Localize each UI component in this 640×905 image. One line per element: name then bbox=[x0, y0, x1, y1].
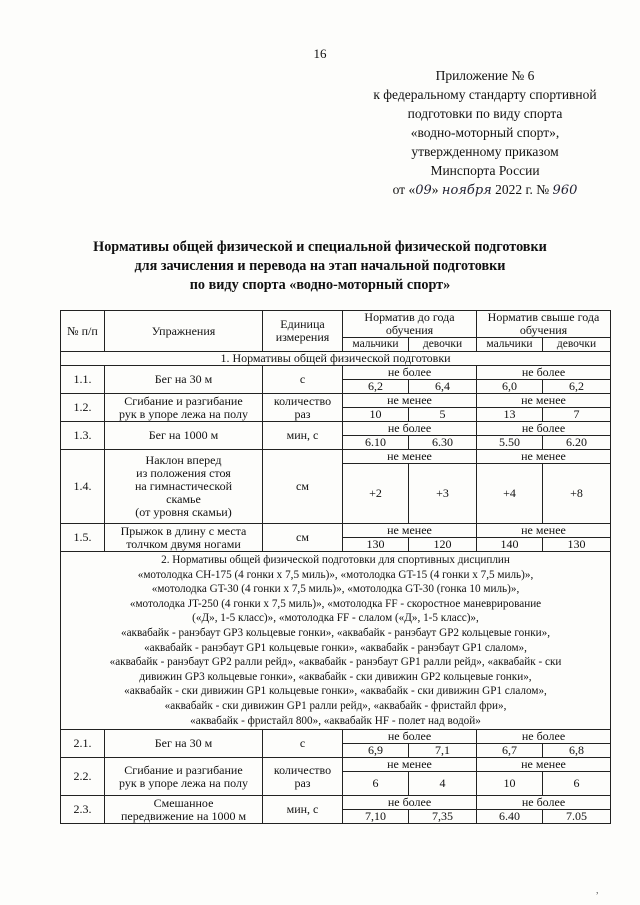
value-boys-before: 7,10 bbox=[343, 810, 409, 824]
row-number: 2.2. bbox=[61, 758, 105, 796]
header-girls: девочки bbox=[409, 338, 477, 352]
exercise-name bbox=[105, 450, 263, 524]
exercise-line: Бег на 1000 м bbox=[148, 428, 219, 442]
appendix-line: к федеральному стандарту спортивной bbox=[373, 87, 597, 102]
exercise-line: Сгибание и разгибание bbox=[124, 393, 243, 408]
exercise-line: Бег на 30 м bbox=[154, 736, 213, 751]
unit: мин, с bbox=[263, 796, 343, 824]
value-boys-after: 6.40 bbox=[477, 810, 543, 824]
norms-table bbox=[60, 310, 611, 824]
title-line: по виду спорта «водно-моторный спорт» bbox=[189, 277, 451, 293]
appendix-line: утвержденному приказом bbox=[411, 144, 559, 159]
header-boys: мальчики bbox=[343, 338, 409, 352]
condition-after: не менее bbox=[477, 394, 611, 408]
unit: с bbox=[263, 730, 343, 758]
order-date-line bbox=[345, 180, 625, 200]
value-girls-before: 6.30 bbox=[409, 436, 477, 450]
condition-after: не более bbox=[477, 422, 611, 436]
exercise-line: толчком двумя ногами bbox=[126, 536, 241, 551]
section-2-header bbox=[61, 552, 611, 730]
table-row bbox=[61, 758, 611, 772]
row-number: 1.1. bbox=[61, 366, 105, 394]
order-month: ноября bbox=[441, 183, 492, 198]
exercise-line: из положения стоя bbox=[136, 466, 231, 480]
unit: см bbox=[263, 450, 343, 524]
table-row bbox=[61, 450, 611, 464]
condition-after: не менее bbox=[477, 524, 611, 538]
section-2-line: «мотолодка GT-30 (4 гонки х 7,5 миль)», «мотолодка GT-30 (гонка 10 миль)», bbox=[151, 583, 520, 596]
exercise-name bbox=[105, 758, 263, 796]
value-girls-after: 7 bbox=[543, 408, 611, 422]
value-boys-before: +2 bbox=[343, 464, 409, 524]
row-number: 1.4. bbox=[61, 450, 105, 524]
value-boys-before: 6,9 bbox=[343, 744, 409, 758]
header-exercise: Упражнения bbox=[105, 311, 263, 352]
table-row bbox=[61, 422, 611, 436]
exercise-line: Смешанное bbox=[153, 795, 214, 810]
row-number: 2.1. bbox=[61, 730, 105, 758]
corner-mark: , bbox=[596, 885, 599, 896]
value-boys-before: 130 bbox=[343, 538, 409, 552]
section-2-line: «мотолодка СН-175 (4 гонки х 7,5 миль)», «мотолодка GT-15 (4 гонки х 7,5 миль)», bbox=[137, 568, 534, 581]
exercise-name bbox=[105, 730, 263, 758]
section-2-line: дивижин GP3 кольцевые гонки», «аквабайк - ски дивижин GP2 кольцевые гонки», bbox=[139, 670, 532, 683]
section-2-body bbox=[61, 730, 611, 824]
title-line: Нормативы общей физической и специальной физической подготовки bbox=[93, 239, 547, 255]
appendix-line: подготовки по виду спорта bbox=[407, 106, 563, 121]
section-2-line: «мотолодка JT-250 (4 гонки х 7,5 миль)», «мотолодка FF - скоростное маневрирование bbox=[129, 597, 542, 610]
row-number: 1.3. bbox=[61, 422, 105, 450]
value-girls-after: 130 bbox=[543, 538, 611, 552]
value-boys-after: 5.50 bbox=[477, 436, 543, 450]
exercise-line: рук в упоре лежа на полу bbox=[118, 406, 249, 421]
exercise-line: Сгибание и разгибание bbox=[124, 762, 243, 777]
header-num: № п/п bbox=[61, 311, 105, 352]
section-2-line: «аквабайк - ранэбаут GP1 кольцевые гонки», «аквабайк - ранэбаут GP1 слалом», bbox=[144, 641, 527, 654]
condition-before: не менее bbox=[343, 758, 477, 772]
header-unit: Единица измерения bbox=[263, 311, 343, 352]
unit: количество раз bbox=[263, 758, 343, 796]
section-2-line: («Д», 1-5 класс)», «мотолодка FF - слалом («Д», 1-5 класс)», bbox=[192, 612, 479, 625]
value-girls-after: 6 bbox=[543, 772, 611, 796]
value-boys-after: 10 bbox=[477, 772, 543, 796]
date-prefix: от « bbox=[392, 182, 416, 197]
condition-after: не более bbox=[477, 366, 611, 380]
condition-after: не более bbox=[477, 796, 611, 810]
title-line: для зачисления и перевода на этап начальной подготовки bbox=[134, 258, 506, 274]
page-number: 16 bbox=[313, 46, 327, 61]
exercise-name bbox=[105, 796, 263, 824]
condition-before: не более bbox=[343, 730, 477, 744]
value-boys-after: 13 bbox=[477, 408, 543, 422]
section-2-line: «аквабайк - ранэбаут GP2 ралли рейд», «аквабайк - ранэбаут GP1 ралли рейд», «аквабайк - ски bbox=[109, 656, 562, 669]
condition-before: не менее bbox=[343, 394, 477, 408]
exercise-line: скамье bbox=[166, 492, 201, 506]
value-boys-after: 6,0 bbox=[477, 380, 543, 394]
value-girls-before: 7,1 bbox=[409, 744, 477, 758]
condition-before: не менее bbox=[343, 524, 477, 538]
value-girls-after: 6,2 bbox=[543, 380, 611, 394]
value-boys-after: 140 bbox=[477, 538, 543, 552]
value-girls-before: 6,4 bbox=[409, 380, 477, 394]
row-number: 1.5. bbox=[61, 524, 105, 552]
table-row bbox=[61, 524, 611, 538]
value-girls-before: 120 bbox=[409, 538, 477, 552]
document-title bbox=[0, 238, 640, 295]
row-number: 2.3. bbox=[61, 796, 105, 824]
condition-before: не более bbox=[343, 366, 477, 380]
value-boys-before: 6,2 bbox=[343, 380, 409, 394]
condition-before: не более bbox=[343, 422, 477, 436]
condition-after: не менее bbox=[477, 450, 611, 464]
exercise-line: Бег на 30 м bbox=[154, 372, 213, 386]
exercise-line: передвижение на 1000 м bbox=[120, 808, 247, 823]
header-norm-before: Норматив до года обучения bbox=[343, 311, 477, 338]
appendix-line: «водно-моторный спорт», bbox=[410, 125, 560, 140]
exercise-name bbox=[105, 422, 263, 450]
appendix-line: Минспорта России bbox=[430, 163, 540, 178]
order-day: 09 bbox=[415, 183, 432, 198]
date-suffix: 2022 г. № bbox=[491, 182, 553, 197]
exercise-name bbox=[105, 366, 263, 394]
exercise-line: на гимнастической bbox=[134, 479, 233, 493]
value-boys-before: 6 bbox=[343, 772, 409, 796]
value-girls-after: 6,8 bbox=[543, 744, 611, 758]
unit: мин, с bbox=[263, 422, 343, 450]
header-girls: девочки bbox=[543, 338, 611, 352]
value-boys-before: 6.10 bbox=[343, 436, 409, 450]
section-1-title: 1. Нормативы общей физической подготовки bbox=[61, 352, 611, 366]
section-2-line: «аквабайк - ранэбаут GP3 кольцевые гонки», «аквабайк - ранэбаут GP2 кольцевые гонки», bbox=[120, 626, 551, 639]
appendix-line: Приложение № 6 bbox=[435, 68, 535, 83]
value-girls-before: 4 bbox=[409, 772, 477, 796]
header-boys: мальчики bbox=[477, 338, 543, 352]
header-norm-after: Норматив свыше года обучения bbox=[477, 311, 611, 338]
value-girls-before: 7,35 bbox=[409, 810, 477, 824]
section-1-body bbox=[61, 366, 611, 552]
exercise-line: Наклон вперед bbox=[145, 453, 222, 467]
unit: с bbox=[263, 366, 343, 394]
section-2-line: «аквабайк - ски дивижин GP1 кольцевые гонки», «аквабайк - ски дивижин GP1 слалом», bbox=[124, 685, 547, 698]
condition-before: не менее bbox=[343, 450, 477, 464]
row-number: 1.2. bbox=[61, 394, 105, 422]
table-row bbox=[61, 730, 611, 744]
order-number: 960 bbox=[552, 183, 578, 198]
value-girls-after: +8 bbox=[543, 464, 611, 524]
date-mid: » bbox=[431, 182, 442, 197]
table-row bbox=[61, 394, 611, 408]
appendix-block bbox=[345, 66, 625, 200]
condition-after: не более bbox=[477, 730, 611, 744]
value-girls-after: 6.20 bbox=[543, 436, 611, 450]
table-row bbox=[61, 366, 611, 380]
unit: количество раз bbox=[263, 394, 343, 422]
table-row bbox=[61, 796, 611, 810]
value-boys-before: 10 bbox=[343, 408, 409, 422]
value-girls-before: +3 bbox=[409, 464, 477, 524]
exercise-name bbox=[105, 394, 263, 422]
section-2-line: «аквабайк - ски дивижин GP1 ралли рейд», «аквабайк - фристайл фри», bbox=[164, 699, 507, 712]
table-header bbox=[61, 311, 611, 366]
exercise-line: Прыжок в длину с места bbox=[120, 523, 247, 538]
section-2-title bbox=[61, 552, 611, 730]
condition-after: не менее bbox=[477, 758, 611, 772]
exercise-line: (от уровня скамьи) bbox=[135, 505, 232, 519]
value-girls-before: 5 bbox=[409, 408, 477, 422]
value-girls-after: 7.05 bbox=[543, 810, 611, 824]
exercise-name bbox=[105, 524, 263, 552]
unit: см bbox=[263, 524, 343, 552]
value-boys-after: 6,7 bbox=[477, 744, 543, 758]
value-boys-after: +4 bbox=[477, 464, 543, 524]
exercise-line: рук в упоре лежа на полу bbox=[118, 775, 249, 790]
section-2-line: 2. Нормативы общей физической подготовки для спортивных дисциплин bbox=[161, 554, 510, 566]
section-2-line: «аквабайк - фристайл 800», «аквабайк HF - полет над водой» bbox=[190, 714, 481, 727]
condition-before: не более bbox=[343, 796, 477, 810]
